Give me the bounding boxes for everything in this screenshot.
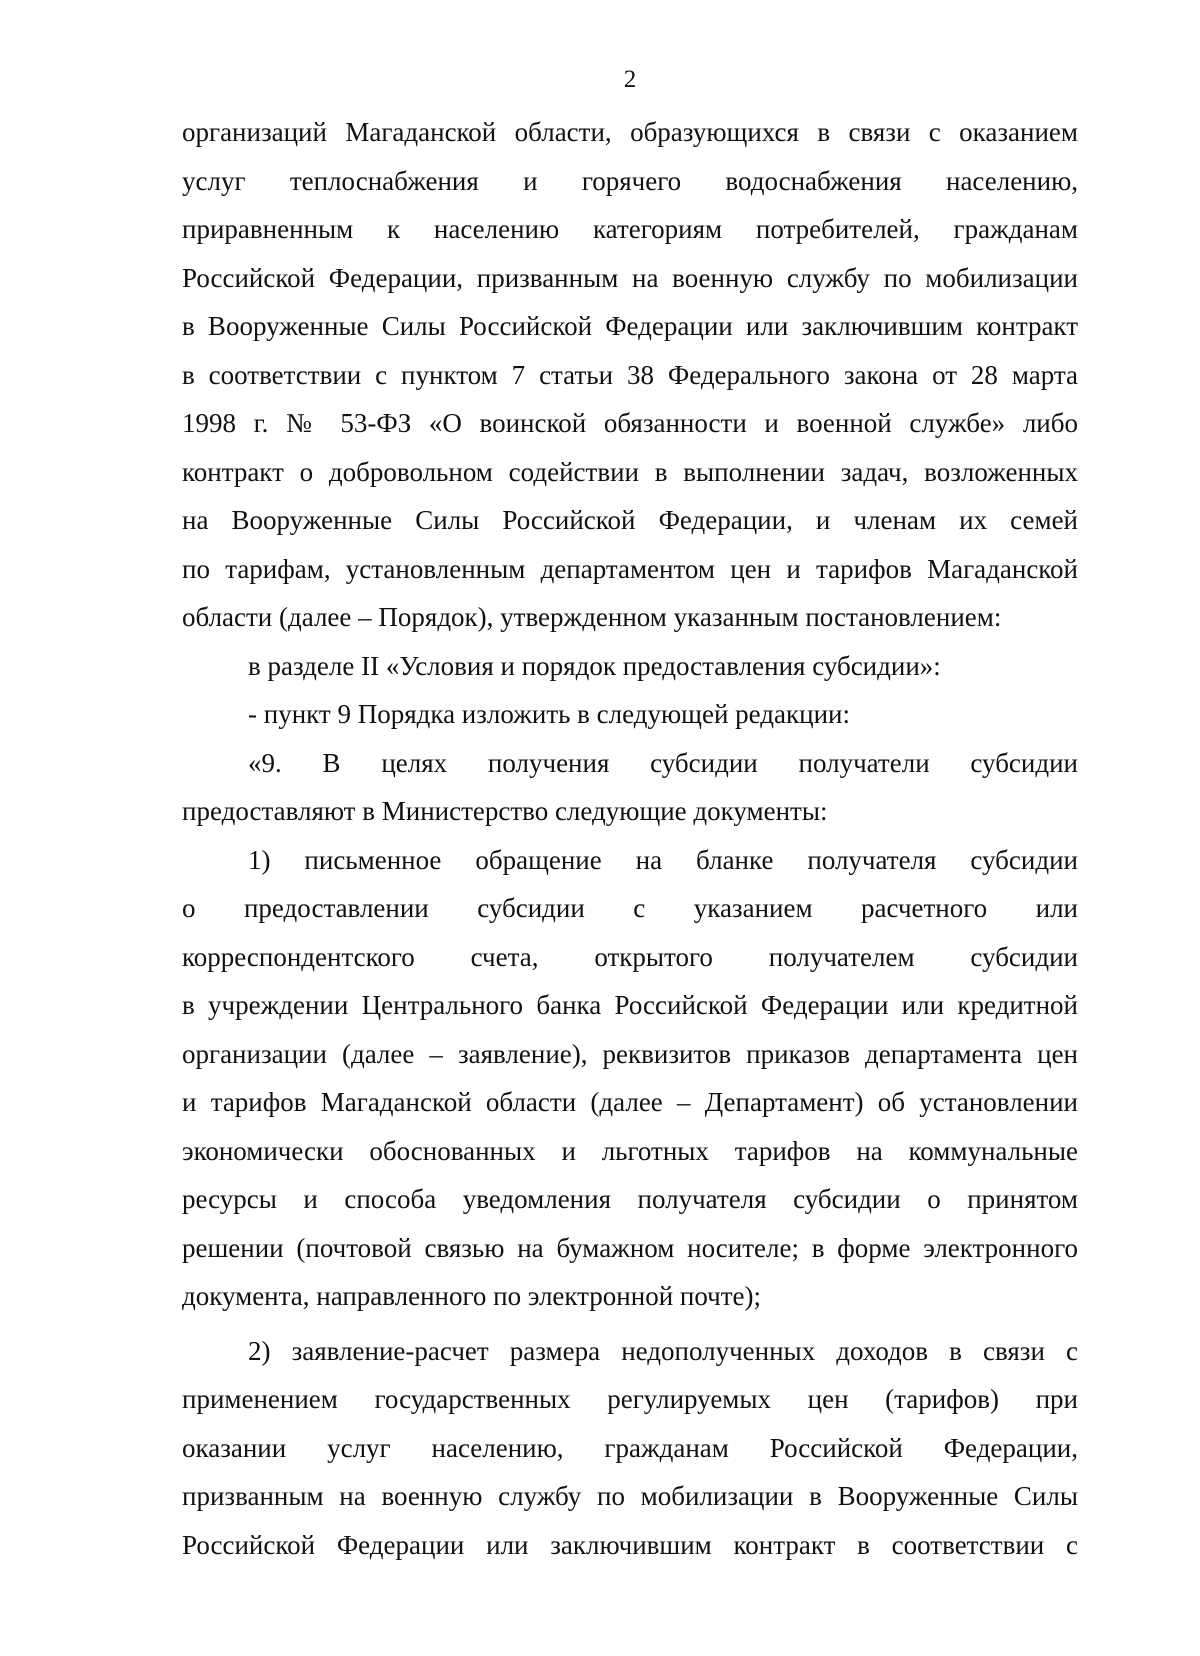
text-line: «9. В целях получения субсидии получатели субсидии [248, 747, 1078, 778]
document-body [182, 108, 1078, 1569]
text-line: документа, направленного по электронной почте); [182, 1281, 762, 1311]
text-line: в учреждении Центрального банка Российской Федерации или кредитной [182, 990, 1078, 1020]
text-line: 1) письменное обращение на бланке получателя субсидии [248, 844, 1078, 875]
text-line: ресурсы и способа уведомления получателя субсидии о принятом [182, 1184, 1078, 1214]
text-line: Российской Федерации или заключившим контракт в соответствии с [182, 1529, 1078, 1560]
text-line: области (далее – Порядок), утвержденном указанным постановлением: [182, 602, 1002, 632]
text-line: организаций Магаданской области, образующихся в связи с оказанием [182, 117, 1078, 147]
text-line: 2) заявление-расчет размера недополученных доходов в связи с [248, 1335, 1078, 1366]
text-line: решении (почтовой связью на бумажном носителе; в форме электронного [182, 1232, 1078, 1263]
text-line: в разделе II «Условия и порядок предоставления субсидии»: [248, 650, 941, 681]
text-line: применением государственных регулируемых цен (тарифов) при [182, 1384, 1078, 1414]
text-line: о предоставлении субсидии с указанием расчетного или [182, 893, 1078, 923]
text-line: Российской Федерации, призванным на военную службу по мобилизации [182, 262, 1078, 293]
text-line: корреспондентского счета, открытого получателем субсидии [182, 941, 1078, 972]
text-line: оказании услуг населению, гражданам Российской Федерации, [182, 1432, 1078, 1463]
text-line: и тарифов Магаданской области (далее – Департамент) об установлении [182, 1087, 1078, 1117]
text-line: в соответствии с пунктом 7 статьи 38 Федерального закона от 28 марта [182, 359, 1078, 390]
text-line: услуг теплоснабжения и горячего водоснабжения населению, [182, 165, 1078, 196]
text-line: в Вооруженные Силы Российской Федерации или заключившим контракт [182, 311, 1078, 341]
text-line: организации (далее – заявление), реквизитов приказов департамента цен [182, 1038, 1078, 1069]
text-line: - пункт 9 Порядка изложить в следующей редакции: [248, 699, 850, 729]
text-line: предоставляют в Министерство следующие документы: [182, 796, 828, 826]
text-line: на Вооруженные Силы Российской Федерации, и членам их семей [182, 505, 1078, 535]
text-line: призванным на военную службу по мобилизации в Вооруженные Силы [182, 1481, 1078, 1511]
text-line: экономически обоснованных и льготных тарифов на коммунальные [182, 1135, 1078, 1166]
page-number: 2 [623, 66, 637, 93]
text-line: контракт о добровольном содействии в выполнении задач, возложенных [182, 456, 1078, 487]
text-line: 1998 г. № 53-ФЗ «О воинской обязанности и военной службе» либо [182, 408, 1078, 438]
text-line: по тарифам, установленным департаментом цен и тарифов Магаданской [182, 553, 1078, 584]
text-line: приравненным к населению категориям потребителей, гражданам [182, 214, 1078, 244]
